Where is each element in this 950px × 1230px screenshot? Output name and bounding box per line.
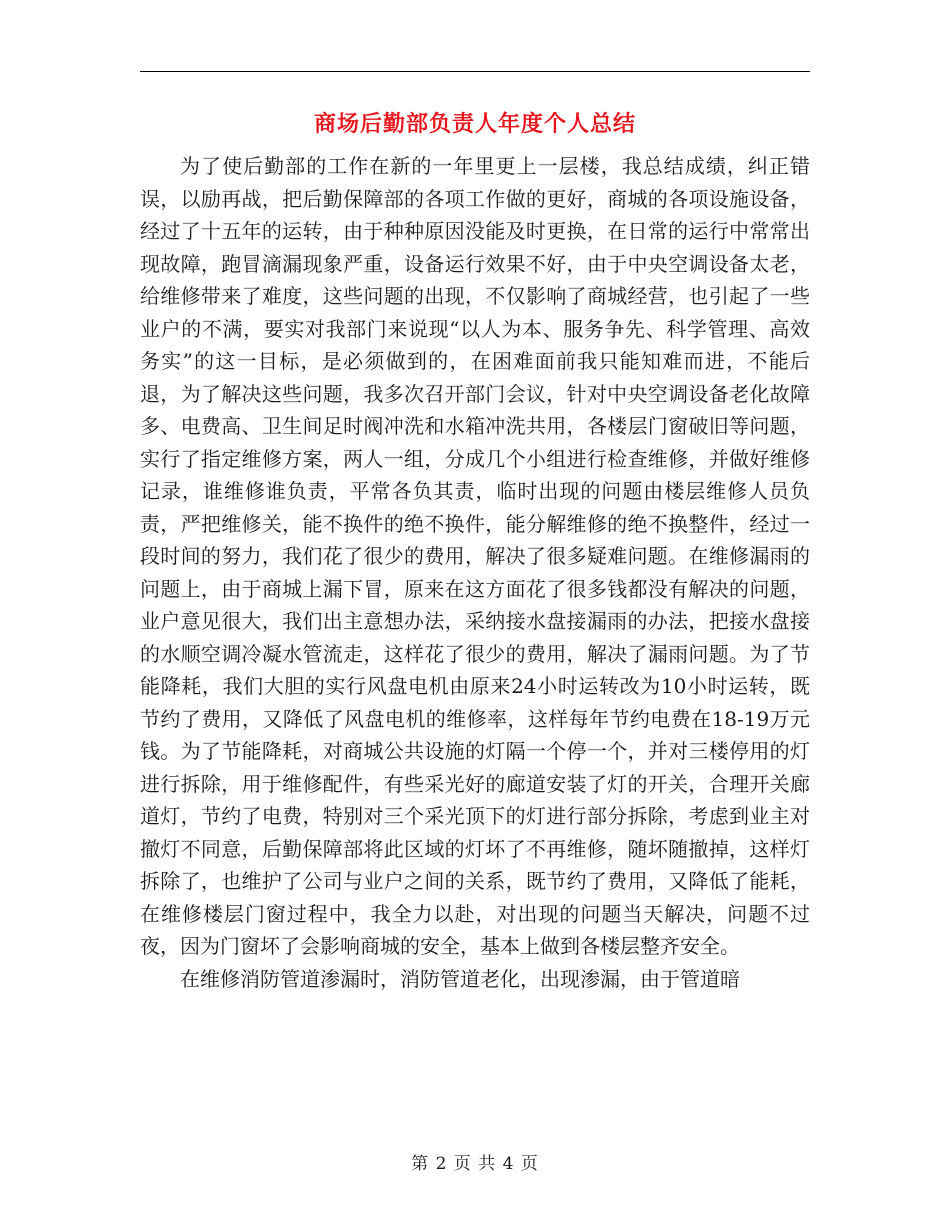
page-footer: 第 2 页 共 4 页 [411,1154,539,1174]
document-title: 商场后勤部负责人年度个人总结 [313,111,636,137]
document-body [140,150,810,995]
header-rule [140,71,810,72]
paragraph-1: 为了使后勤部的工作在新的一年里更上一层楼，我总结成绩，纠正错误，以励再战，把后勤保障部的各项工作做的更好，商城的各项设施设备，经过了十五年的运转，由于种种原因没能及时更换，在日常的运行中常常出现故障，跑冒滴漏现象严重，设备运行效果不好，由于中央空调设备太老，给维修带来了难度，这些问题的出现，不仅影响了商城经营，也引起了一些业户的不满，要实对我部门来说现“以人为本、服务争先、科学管理、高效务实”的这一目标，是必须做到的，在困难面前我只能知难而进，不能后退，为了解决这些问题，我多次召开部门会议，针对中央空调设备老化故障多、电费高、卫生间足时阀冲洗和水箱冲洗共用，各楼层门窗破旧等问题，实行了指定维修方案，两人一组，分成几个小组进行检查维修，并做好维修记录，谁维修谁负责，平常各负其责，临时出现的问题由楼层维修人员负责，严把维修关，能不换件的绝不换件，能分解维修的绝不换整件，经过一段时间的努力，我们花了很少的费用，解决了很多疑难问题。在维修漏雨的问题上，由于商城上漏下冒，原来在这方面花了很多钱都没有解决的问题，业户意见很大，我们出主意想办法，采纳接水盘接漏雨的办法，把接水盘接的水顺空调冷凝水管流走，这样花了很少的费用，解决了漏雨问题。为了节能降耗，我们大胆的实行风盘电机由原来24小时运转改为10小时运转，既节约了费用，又降低了风盘电机的维修率，这样每年节约电费在18-19万元钱。为了节能降耗，对商城公共设施的灯隔一个停一个，并对三楼停用的灯进行拆除，用于维修配件，有些采光好的廊道安装了灯的开关，合理开关廊道灯，节约了电费，特别对三个采光顶下的灯进行部分拆除，考虑到业主对撤灯不同意，后勤保障部将此区域的灯坏了不再维修，随坏随撤掉，这样灯拆除了，也维护了公司与业户之间的关系，既节约了费用，又降低了能耗，在维修楼层门窗过程中，我全力以赴，对出现的问题当天解决，问题不过夜，因为门窗坏了会影响商城的安全，基本上做到各楼层整齐安全。 [140,154,810,958]
paragraph-2: 在维修消防管道渗漏时，消防管道老化，出现渗漏，由于管道暗 [180,966,740,991]
